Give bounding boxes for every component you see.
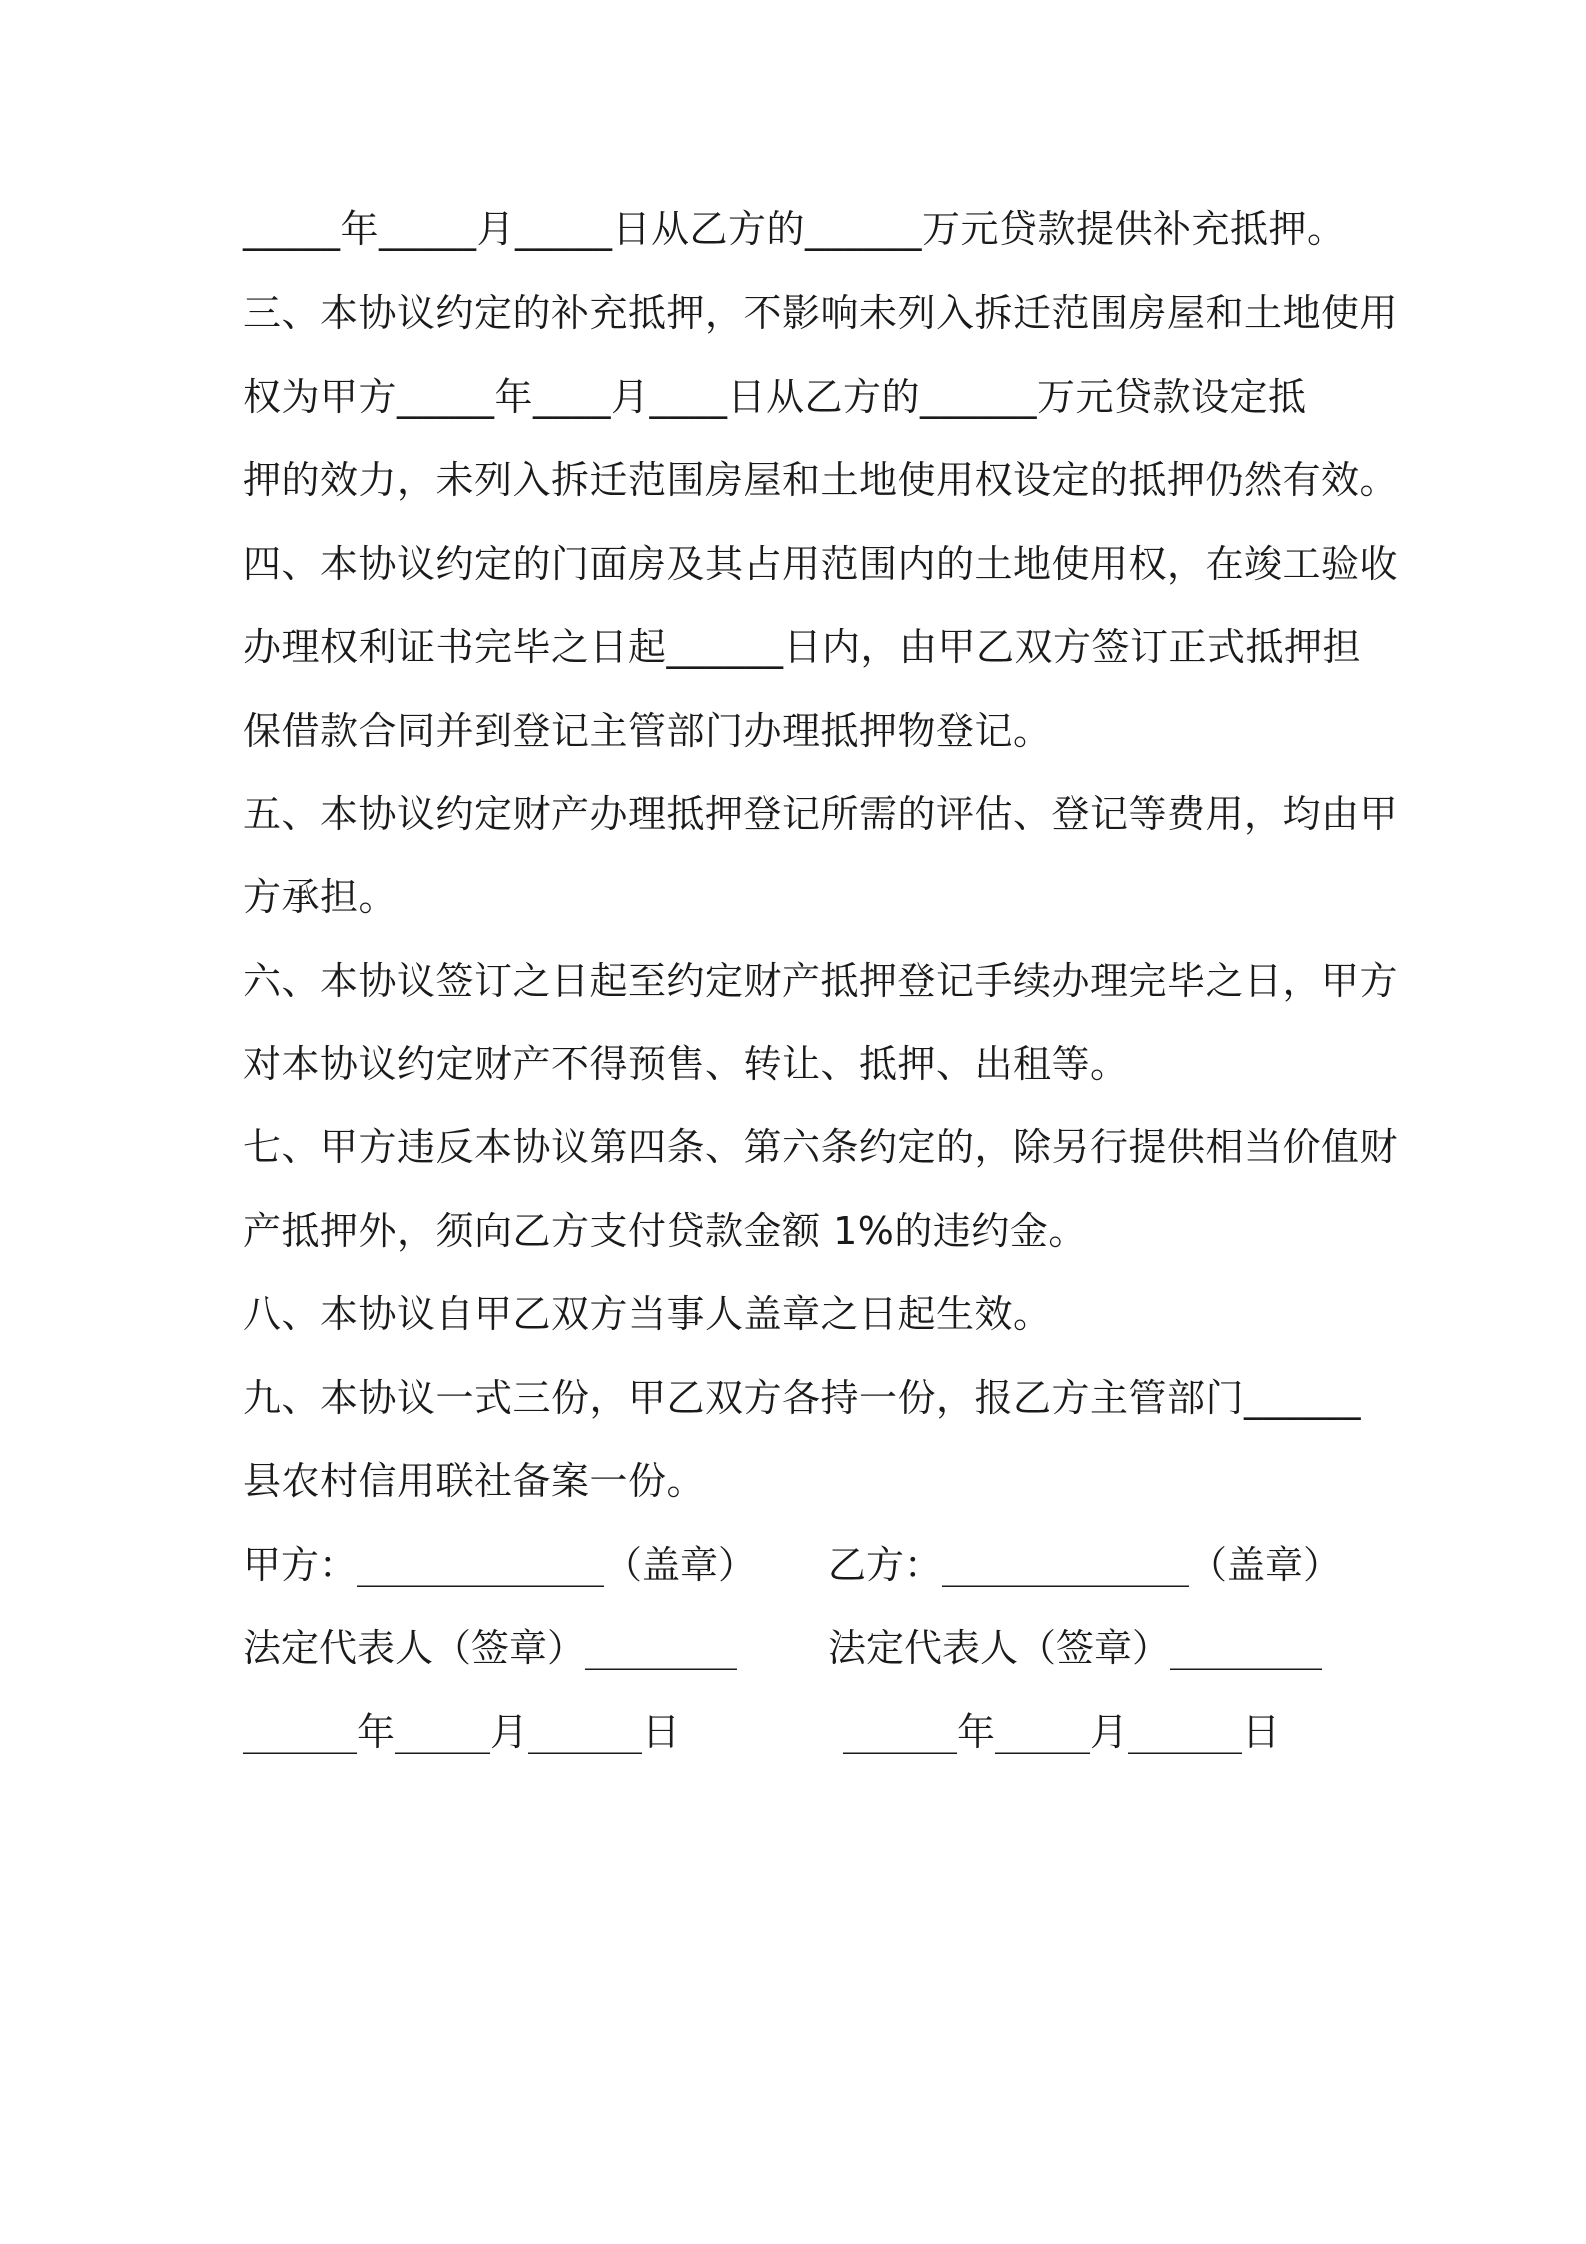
text-line: 七、甲方违反本协议第四条、第六条约定的，除另行提供相当价值财	[243, 1125, 1399, 1169]
text-line: 八、本协议自甲乙双方当事人盖章之日起生效。	[243, 1292, 1052, 1336]
text-line: 四、本协议约定的门面房及其占用范围内的土地使用权，在竣工验收	[243, 542, 1399, 586]
text-line: 方承担。	[243, 875, 398, 919]
text-line: 产抵押外，须向乙方支付贷款金额 1%的违约金。	[243, 1209, 1087, 1253]
text-line: 押的效力，未列入拆迁范围房屋和土地使用权设定的抵押仍然有效。	[243, 458, 1399, 502]
text-line: 六、本协议签订之日起至约定财产抵押登记手续办理完毕之日，甲方	[243, 959, 1399, 1003]
text-line: 五、本协议约定财产办理抵押登记所需的评估、登记等费用，均由甲	[243, 792, 1399, 836]
text-line: _____年_____月_____日从乙方的______万元贷款提供补充抵押。	[243, 207, 1346, 251]
text-line: 权为甲方_____年____月____日从乙方的______万元贷款设定抵	[243, 375, 1307, 419]
party-a-representative-line: 法定代表人（签章）________	[243, 1626, 738, 1670]
party-b-seal-line: 乙方：_____________（盖章）	[828, 1543, 1342, 1587]
text-line: 县农村信用联社备案一份。	[243, 1459, 706, 1503]
party-b-representative-line: 法定代表人（签章）________	[828, 1626, 1323, 1670]
party-b-date-line: ______年_____月______日	[843, 1710, 1281, 1754]
text-line: 三、本协议约定的补充抵押，不影响未列入拆迁范围房屋和土地使用	[243, 291, 1399, 335]
text-line: 办理权利证书完毕之日起______日内，由甲乙双方签订正式抵押担	[243, 625, 1362, 669]
party-a-seal-line: 甲方：_____________（盖章）	[243, 1543, 757, 1587]
text-line: 保借款合同并到登记主管部门办理抵押物登记。	[243, 709, 1052, 753]
party-a-date-line: ______年_____月______日	[243, 1710, 681, 1754]
text-line: 九、本协议一式三份，甲乙双方各持一份，报乙方主管部门______	[243, 1376, 1362, 1420]
text-line: 对本协议约定财产不得预售、转让、抵押、出租等。	[243, 1042, 1129, 1086]
